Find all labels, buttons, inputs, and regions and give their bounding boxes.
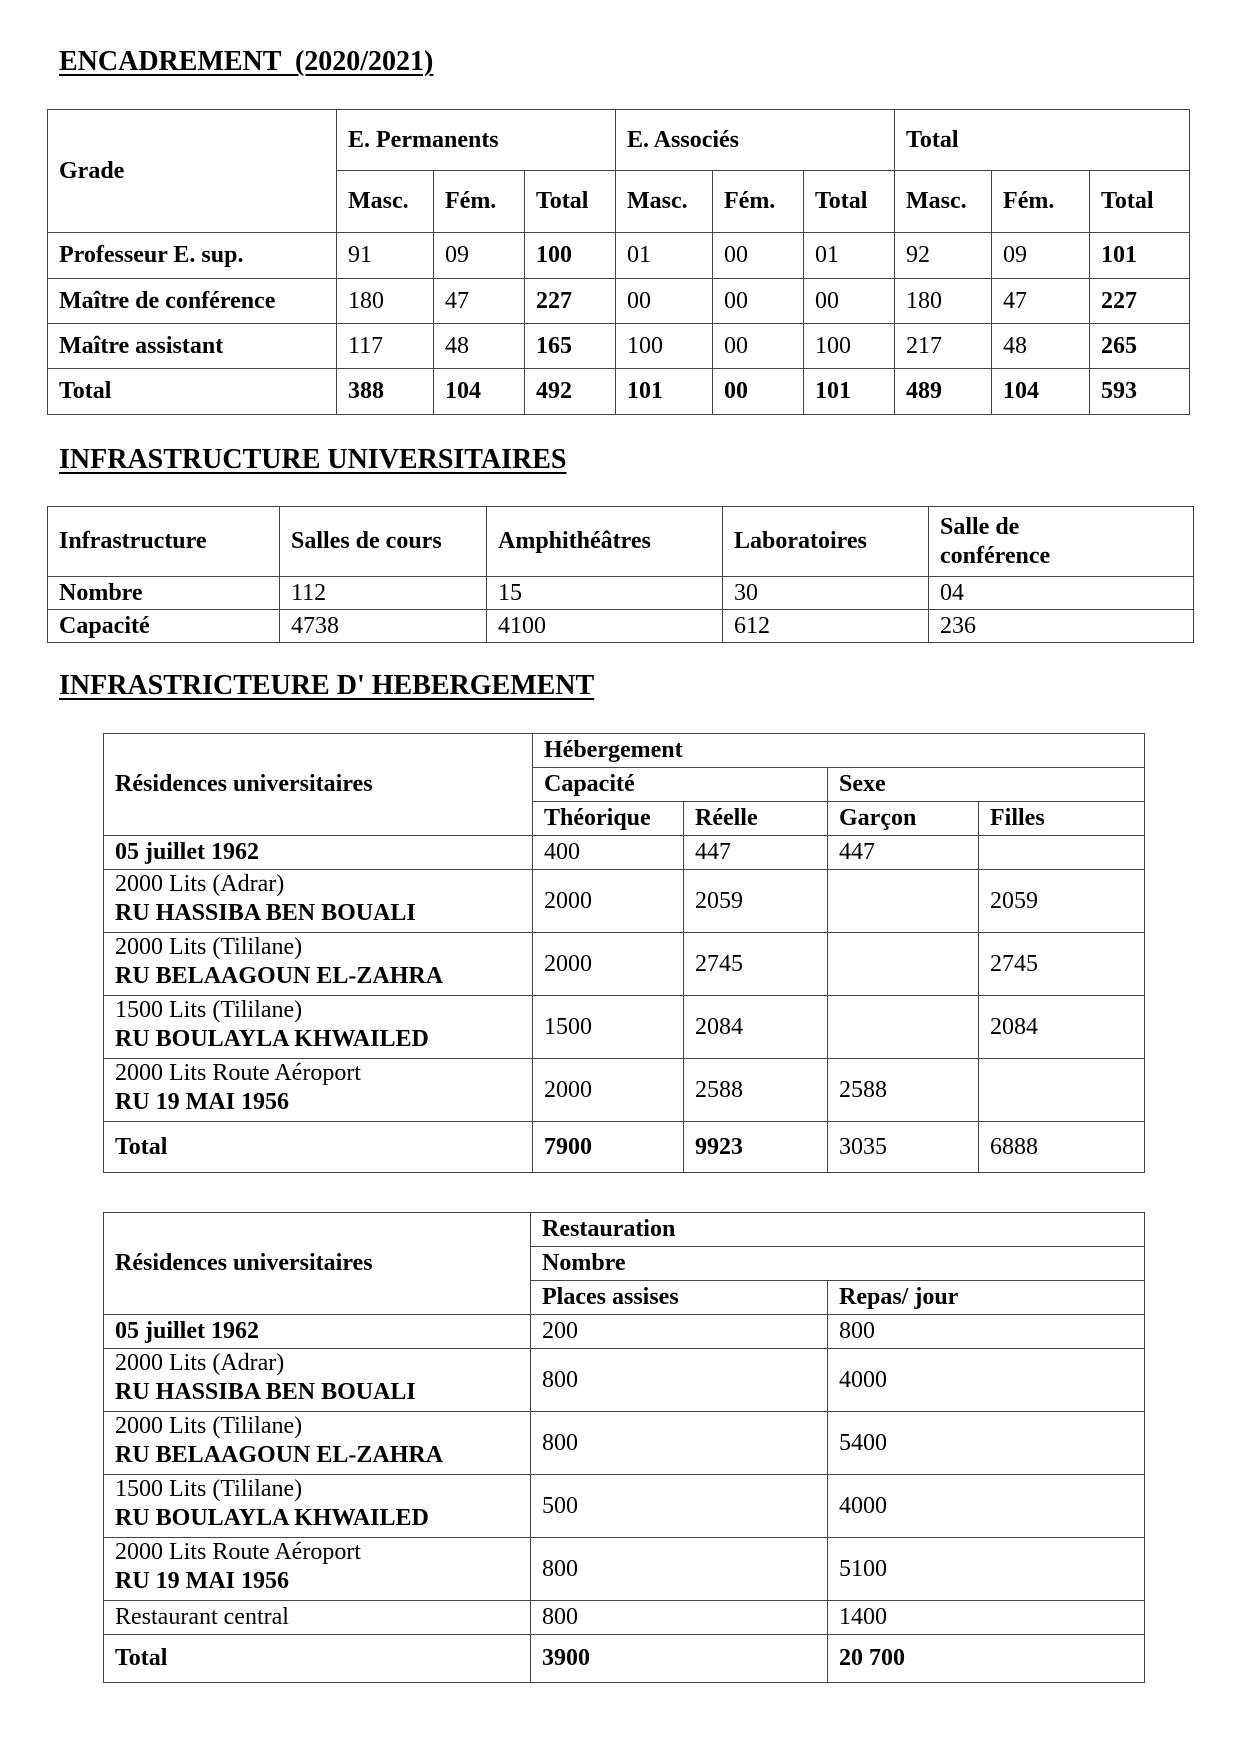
row-label: Total bbox=[48, 369, 337, 415]
residence-ru: RU 19 MAI 1956 bbox=[115, 1567, 289, 1594]
cell: 800 bbox=[531, 1601, 828, 1635]
cell: 112 bbox=[280, 577, 487, 610]
residence-ru: RU 19 MAI 1956 bbox=[115, 1088, 289, 1115]
restauration-table bbox=[103, 1212, 1145, 1683]
cell: 489 bbox=[895, 369, 992, 415]
cell bbox=[828, 933, 979, 996]
table-row bbox=[48, 279, 1190, 324]
residence-lits: 2000 Lits (Tililane) bbox=[115, 1413, 303, 1439]
cell: 265 bbox=[1090, 324, 1190, 369]
cell: 2588 bbox=[828, 1059, 979, 1122]
header-line: conférence bbox=[940, 542, 1051, 569]
cell: 100 bbox=[616, 324, 713, 369]
cell: 47 bbox=[434, 279, 525, 324]
residence-name bbox=[104, 1475, 531, 1538]
cell: 2084 bbox=[979, 996, 1145, 1059]
permanents-header: E. Permanents bbox=[337, 110, 616, 171]
cell: 6888 bbox=[979, 1122, 1145, 1173]
sub-header: Masc. bbox=[895, 171, 992, 233]
residence-ru: RU BOULAYLA KHWAILED bbox=[115, 1025, 429, 1052]
total-row bbox=[104, 1122, 1145, 1173]
cell: 101 bbox=[1090, 233, 1190, 279]
cell: 180 bbox=[337, 279, 434, 324]
capacite-row bbox=[48, 610, 1194, 643]
cell: 30 bbox=[723, 577, 929, 610]
cell: 00 bbox=[616, 279, 713, 324]
cell: 800 bbox=[531, 1349, 828, 1412]
residence-name: Restaurant central bbox=[104, 1601, 531, 1635]
cell: 800 bbox=[531, 1412, 828, 1475]
table-row bbox=[48, 233, 1190, 279]
hebergement-table bbox=[103, 733, 1145, 1173]
cell: 00 bbox=[713, 324, 804, 369]
residences-header: Résidences universitaires bbox=[104, 734, 533, 836]
cell: 104 bbox=[434, 369, 525, 415]
cell: 01 bbox=[804, 233, 895, 279]
nombre-row bbox=[48, 577, 1194, 610]
nombre-header: Nombre bbox=[531, 1247, 1145, 1281]
cell: 117 bbox=[337, 324, 434, 369]
cell: 447 bbox=[828, 836, 979, 870]
grade-header: Grade bbox=[48, 110, 337, 233]
residence-name bbox=[104, 933, 533, 996]
residence-name bbox=[104, 870, 533, 933]
theorique-header: Théorique bbox=[533, 802, 684, 836]
infrastructure-header: Infrastructure bbox=[48, 507, 280, 577]
residences-header: Résidences universitaires bbox=[104, 1213, 531, 1315]
cell: 500 bbox=[531, 1475, 828, 1538]
residence-ru: RU HASSIBA BEN BOUALI bbox=[115, 1378, 416, 1405]
residence-lits: 1500 Lits (Tililane) bbox=[115, 997, 303, 1023]
residence-name bbox=[104, 1538, 531, 1601]
laboratoires-header: Laboratoires bbox=[723, 507, 929, 577]
cell bbox=[828, 996, 979, 1059]
cell: 200 bbox=[531, 1315, 828, 1349]
table-row bbox=[104, 1412, 1145, 1475]
cell: 9923 bbox=[684, 1122, 828, 1173]
residence-lits: 2000 Lits (Adrar) bbox=[115, 1350, 285, 1376]
infrastructure-title: INFRASTRUCTURE UNIVERSITAIRES bbox=[59, 444, 567, 475]
residence-name: 05 juillet 1962 bbox=[104, 836, 533, 870]
cell: 5400 bbox=[828, 1412, 1145, 1475]
sexe-header: Sexe bbox=[828, 768, 1145, 802]
places-header: Places assises bbox=[531, 1281, 828, 1315]
cell: 2059 bbox=[979, 870, 1145, 933]
residence-lits: 2000 Lits Route Aéroport bbox=[115, 1539, 361, 1565]
row-label: Maître de conférence bbox=[48, 279, 337, 324]
repas-header: Repas/ jour bbox=[828, 1281, 1145, 1315]
residence-name bbox=[104, 996, 533, 1059]
sub-header: Total bbox=[525, 171, 616, 233]
salles-header: Salles de cours bbox=[280, 507, 487, 577]
infrastructure-header-row bbox=[48, 507, 1194, 577]
cell: 100 bbox=[804, 324, 895, 369]
table-row bbox=[104, 1475, 1145, 1538]
hebergement-title: INFRASTRICTEURE D' HEBERGEMENT bbox=[59, 670, 595, 701]
cell: 2000 bbox=[533, 933, 684, 996]
residence-lits: 2000 Lits (Tililane) bbox=[115, 934, 303, 960]
cell: 00 bbox=[804, 279, 895, 324]
sub-header: Fém. bbox=[434, 171, 525, 233]
amphitheatres-header: Amphithéâtres bbox=[487, 507, 723, 577]
cell: 104 bbox=[992, 369, 1090, 415]
residence-ru: RU BOULAYLA KHWAILED bbox=[115, 1504, 429, 1531]
table-row bbox=[104, 836, 1145, 870]
table-row bbox=[104, 1601, 1145, 1635]
filles-header: Filles bbox=[979, 802, 1145, 836]
table-row bbox=[104, 1538, 1145, 1601]
residence-ru: RU HASSIBA BEN BOUALI bbox=[115, 899, 416, 926]
cell: 388 bbox=[337, 369, 434, 415]
associes-header: E. Associés bbox=[616, 110, 895, 171]
cell: 593 bbox=[1090, 369, 1190, 415]
cell: 09 bbox=[992, 233, 1090, 279]
cell: 227 bbox=[1090, 279, 1190, 324]
total-row bbox=[104, 1635, 1145, 1683]
cell: 180 bbox=[895, 279, 992, 324]
cell: 48 bbox=[434, 324, 525, 369]
cell: 47 bbox=[992, 279, 1090, 324]
cell: 01 bbox=[616, 233, 713, 279]
sub-header: Masc. bbox=[337, 171, 434, 233]
garcon-header: Garçon bbox=[828, 802, 979, 836]
cell: 2745 bbox=[684, 933, 828, 996]
cell: 4000 bbox=[828, 1349, 1145, 1412]
cell: 227 bbox=[525, 279, 616, 324]
header-line: Salle de bbox=[940, 513, 1020, 540]
cell: 165 bbox=[525, 324, 616, 369]
cell: 2745 bbox=[979, 933, 1145, 996]
cell: 2000 bbox=[533, 1059, 684, 1122]
encadrement-table bbox=[47, 109, 1190, 415]
salle-conference-header bbox=[929, 507, 1194, 577]
cell: 492 bbox=[525, 369, 616, 415]
residence-lits: 2000 Lits (Adrar) bbox=[115, 871, 285, 897]
total-row bbox=[48, 369, 1190, 415]
cell bbox=[828, 870, 979, 933]
cell: 4738 bbox=[280, 610, 487, 643]
cell: 4100 bbox=[487, 610, 723, 643]
restauration-header: Restauration bbox=[531, 1213, 1145, 1247]
row-label: Nombre bbox=[48, 577, 280, 610]
cell: 2059 bbox=[684, 870, 828, 933]
table-row bbox=[104, 1349, 1145, 1412]
table-row bbox=[104, 870, 1145, 933]
cell bbox=[979, 1059, 1145, 1122]
cell: 04 bbox=[929, 577, 1194, 610]
cell: 236 bbox=[929, 610, 1194, 643]
cell: 101 bbox=[616, 369, 713, 415]
cell: 09 bbox=[434, 233, 525, 279]
capacite-header: Capacité bbox=[533, 768, 828, 802]
encadrement-title: ENCADREMENT (2020/2021) bbox=[59, 46, 434, 77]
cell: 101 bbox=[804, 369, 895, 415]
cell: 2000 bbox=[533, 870, 684, 933]
hebergement-header: Hébergement bbox=[533, 734, 1145, 768]
residence-lits: 2000 Lits Route Aéroport bbox=[115, 1060, 361, 1086]
cell: 7900 bbox=[533, 1122, 684, 1173]
cell: 217 bbox=[895, 324, 992, 369]
cell: 00 bbox=[713, 233, 804, 279]
sub-header: Masc. bbox=[616, 171, 713, 233]
cell: 15 bbox=[487, 577, 723, 610]
sub-header: Total bbox=[804, 171, 895, 233]
cell: 800 bbox=[531, 1538, 828, 1601]
row-label: Maître assistant bbox=[48, 324, 337, 369]
total-group-header: Total bbox=[895, 110, 1190, 171]
table-row bbox=[104, 1315, 1145, 1349]
cell: 612 bbox=[723, 610, 929, 643]
row-label: Capacité bbox=[48, 610, 280, 643]
residence-name: 05 juillet 1962 bbox=[104, 1315, 531, 1349]
sub-header: Total bbox=[1090, 171, 1190, 233]
cell: 00 bbox=[713, 369, 804, 415]
table-row bbox=[48, 324, 1190, 369]
cell: 2084 bbox=[684, 996, 828, 1059]
cell: 3035 bbox=[828, 1122, 979, 1173]
cell: 447 bbox=[684, 836, 828, 870]
reelle-header: Réelle bbox=[684, 802, 828, 836]
residence-name bbox=[104, 1412, 531, 1475]
cell: 3900 bbox=[531, 1635, 828, 1683]
cell: 5100 bbox=[828, 1538, 1145, 1601]
encadrement-header-row bbox=[48, 110, 1190, 171]
sub-header: Fém. bbox=[992, 171, 1090, 233]
cell: 2588 bbox=[684, 1059, 828, 1122]
cell: 48 bbox=[992, 324, 1090, 369]
cell: 20 700 bbox=[828, 1635, 1145, 1683]
table-row bbox=[104, 1059, 1145, 1122]
restauration-header-row bbox=[104, 1213, 1145, 1247]
cell: 1500 bbox=[533, 996, 684, 1059]
residence-name bbox=[104, 1349, 531, 1412]
hebergement-header-row bbox=[104, 734, 1145, 768]
cell: 91 bbox=[337, 233, 434, 279]
cell bbox=[979, 836, 1145, 870]
table-row bbox=[104, 933, 1145, 996]
row-label: Total bbox=[104, 1635, 531, 1683]
sub-header: Fém. bbox=[713, 171, 804, 233]
table-row bbox=[104, 996, 1145, 1059]
residence-ru: RU BELAAGOUN EL-ZAHRA bbox=[115, 962, 444, 989]
residence-lits: 1500 Lits (Tililane) bbox=[115, 1476, 303, 1502]
row-label: Professeur E. sup. bbox=[48, 233, 337, 279]
residence-ru: RU BELAAGOUN EL-ZAHRA bbox=[115, 1441, 444, 1468]
infrastructure-table bbox=[47, 506, 1194, 643]
cell: 400 bbox=[533, 836, 684, 870]
cell: 100 bbox=[525, 233, 616, 279]
cell: 92 bbox=[895, 233, 992, 279]
cell: 1400 bbox=[828, 1601, 1145, 1635]
row-label: Total bbox=[104, 1122, 533, 1173]
cell: 4000 bbox=[828, 1475, 1145, 1538]
cell: 00 bbox=[713, 279, 804, 324]
cell: 800 bbox=[828, 1315, 1145, 1349]
residence-name bbox=[104, 1059, 533, 1122]
